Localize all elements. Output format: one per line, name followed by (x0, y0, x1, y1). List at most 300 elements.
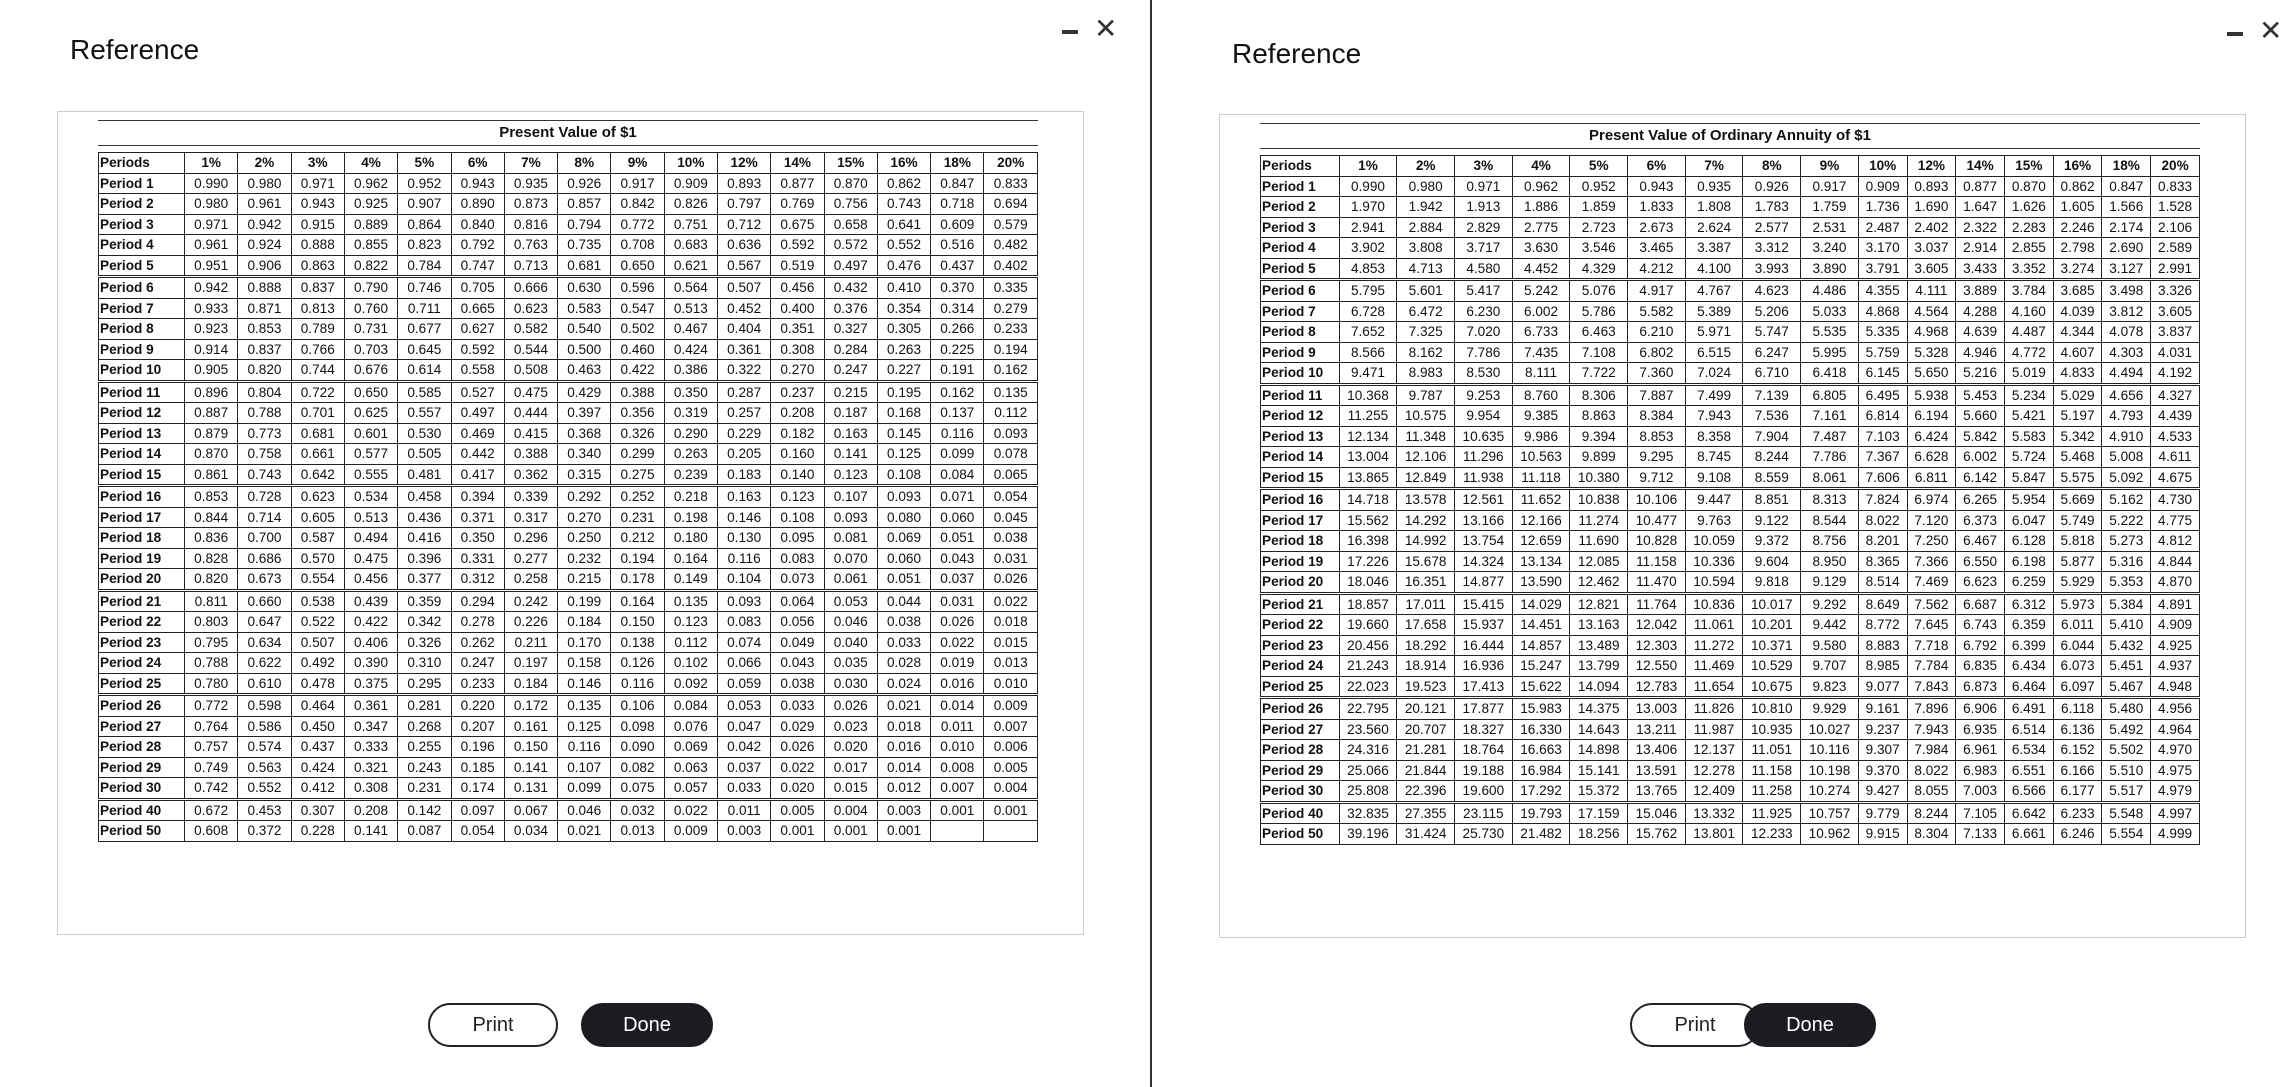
table-cell: 9.427 (1858, 781, 1907, 803)
table-cell: 9.954 (1455, 406, 1513, 427)
table-cell: 8.760 (1512, 384, 1570, 406)
table-cell: 5.973 (2053, 593, 2102, 615)
table-cell: 0.475 (504, 381, 557, 403)
table-caption: Present Value of $1 (98, 121, 1038, 146)
table-cell: 0.622 (238, 653, 291, 674)
table-cell: 0.056 (771, 612, 824, 633)
table-cell: 9.122 (1743, 510, 1801, 531)
table-cell: 13.003 (1628, 698, 1686, 720)
table-cell: 7.024 (1685, 363, 1743, 385)
table-cell: 0.243 (398, 757, 451, 778)
table-cell: 0.087 (398, 821, 451, 842)
table-cell: 18.256 (1570, 824, 1628, 845)
table-cell: 7.360 (1628, 363, 1686, 385)
table-cell: 0.183 (717, 464, 770, 486)
table-cell: 5.206 (1743, 301, 1801, 322)
present-value-table (98, 152, 1038, 842)
table-cell: 0.665 (451, 298, 504, 319)
table-cell: 2.914 (1956, 238, 2005, 259)
table-cell: 8.384 (1628, 406, 1686, 427)
table-cell: 0.811 (185, 590, 238, 612)
table-row (1261, 447, 2200, 468)
table-cell: 0.478 (291, 673, 344, 695)
table-cell: 0.482 (984, 235, 1038, 256)
table-cell: 0.263 (877, 339, 930, 360)
table-cell: 0.082 (611, 757, 664, 778)
table-cell: 2.798 (2053, 238, 2102, 259)
table-cell: 12.783 (1628, 676, 1686, 698)
column-header-rate: 20% (2151, 156, 2200, 177)
table-cell: 0.861 (185, 464, 238, 486)
table-cell: 0.792 (451, 235, 504, 256)
table-cell: 6.687 (1956, 593, 2005, 615)
table-cell: 7.786 (1455, 342, 1513, 363)
table-cell: 5.384 (2102, 593, 2151, 615)
table-cell: 0.180 (664, 528, 717, 549)
table-cell: 6.935 (1956, 719, 2005, 740)
table-cell: 0.453 (238, 799, 291, 821)
table-cell: 0.797 (717, 194, 770, 215)
table-cell: 5.554 (2102, 824, 2151, 845)
table-cell: 0.093 (984, 423, 1038, 444)
table-cell: 7.108 (1570, 342, 1628, 363)
table-cell: 0.925 (344, 194, 397, 215)
table-cell: 13.754 (1455, 531, 1513, 552)
table-cell: 0.763 (504, 235, 557, 256)
table-cell: 8.244 (1907, 802, 1956, 824)
table-cell: 7.020 (1455, 322, 1513, 343)
done-button[interactable]: Done (1744, 1003, 1876, 1047)
table-cell: 0.255 (398, 737, 451, 758)
table-cell: 5.092 (2102, 467, 2151, 489)
table-cell: 7.786 (1801, 447, 1859, 468)
table-cell: 0.067 (504, 799, 557, 821)
row-label: Period 40 (1261, 802, 1340, 824)
table-cell: 10.675 (1743, 676, 1801, 698)
table-cell: 0.844 (185, 507, 238, 528)
table-cell: 7.645 (1907, 615, 1956, 636)
table-cell: 3.465 (1628, 238, 1686, 259)
table-cell: 0.460 (611, 339, 664, 360)
table-cell: 0.574 (238, 737, 291, 758)
table-cell: 0.013 (611, 821, 664, 842)
minimize-icon[interactable] (1062, 14, 1078, 44)
table-cell: 0.239 (664, 464, 717, 486)
table-cell: 0.764 (185, 716, 238, 737)
table-cell: 0.016 (877, 737, 930, 758)
table-cell: 0.450 (291, 716, 344, 737)
table-cell: 3.784 (2004, 280, 2053, 302)
table-cell: 0.125 (558, 716, 611, 737)
table-cell: 14.718 (1339, 489, 1397, 511)
table-cell: 5.510 (2102, 760, 2151, 781)
table-cell: 0.862 (2053, 176, 2102, 197)
table-cell: 0.315 (558, 464, 611, 486)
table-cell: 0.287 (717, 381, 770, 403)
table-cell: 0.014 (931, 695, 984, 717)
table-cell: 0.266 (931, 319, 984, 340)
table-cell: 0.456 (771, 277, 824, 299)
table-cell: 9.899 (1570, 447, 1628, 468)
table-cell: 3.837 (2151, 322, 2200, 343)
table-cell: 0.215 (824, 381, 877, 403)
table-cell: 0.231 (398, 778, 451, 800)
table-cell: 13.801 (1685, 824, 1743, 845)
table-cell: 0.933 (185, 298, 238, 319)
table-cell: 0.647 (238, 612, 291, 633)
table-row (1261, 301, 2200, 322)
table-cell: 0.497 (451, 403, 504, 424)
table-cell: 16.984 (1512, 760, 1570, 781)
table-cell: 5.197 (2053, 406, 2102, 427)
table-row (1261, 760, 2200, 781)
table-cell: 8.055 (1907, 781, 1956, 803)
table-cell: 6.550 (1956, 551, 2005, 572)
print-button[interactable]: Print (428, 1003, 558, 1047)
table-cell: 0.971 (185, 214, 238, 235)
table-cell: 2.855 (2004, 238, 2053, 259)
table-cell: 9.580 (1801, 635, 1859, 656)
table-cell: 6.145 (1858, 363, 1907, 385)
table-cell: 11.051 (1743, 740, 1801, 761)
table-cell: 0.743 (877, 194, 930, 215)
table-row (99, 612, 1038, 633)
table-cell: 0.059 (717, 673, 770, 695)
table-frame (57, 111, 1084, 935)
table-cell: 9.823 (1801, 676, 1859, 698)
table-cell: 5.842 (1956, 426, 2005, 447)
row-label: Period 26 (99, 695, 185, 717)
table-cell: 0.015 (824, 778, 877, 800)
table-cell: 8.358 (1685, 426, 1743, 447)
row-label: Period 1 (99, 173, 185, 194)
table-cell: 3.890 (1801, 258, 1859, 280)
table-cell: 0.098 (611, 716, 664, 737)
table-cell: 0.722 (291, 381, 344, 403)
table-cell: 0.377 (398, 569, 451, 591)
table-cell: 8.772 (1858, 615, 1907, 636)
table-cell: 11.272 (1685, 635, 1743, 656)
table-cell: 6.194 (1907, 406, 1956, 427)
table-cell: 7.843 (1907, 676, 1956, 698)
row-label: Period 23 (99, 632, 185, 653)
table-cell: 2.589 (2151, 238, 2200, 259)
row-label: Period 27 (1261, 719, 1340, 740)
minimize-icon[interactable] (2227, 16, 2243, 46)
table-cell: 0.350 (664, 381, 717, 403)
table-cell: 15.415 (1455, 593, 1513, 615)
table-caption: Present Value of Ordinary Annuity of $1 (1260, 124, 2200, 149)
table-row (1261, 635, 2200, 656)
table-cell: 0.857 (558, 194, 611, 215)
table-cell: 10.336 (1685, 551, 1743, 572)
table-cell: 0.047 (717, 716, 770, 737)
table-cell: 0.009 (664, 821, 717, 842)
table-cell: 0.424 (291, 757, 344, 778)
table-cell: 17.877 (1455, 698, 1513, 720)
table-cell: 2.829 (1455, 217, 1513, 238)
table-cell: 4.031 (2151, 342, 2200, 363)
table-cell: 0.290 (664, 423, 717, 444)
table-cell: 18.327 (1455, 719, 1513, 740)
row-label: Period 25 (1261, 676, 1340, 698)
table-cell: 0.552 (238, 778, 291, 800)
table-cell: 8.061 (1801, 467, 1859, 489)
table-cell: 6.424 (1907, 426, 1956, 447)
row-label: Period 15 (99, 464, 185, 486)
column-header-periods: Periods (1261, 156, 1340, 177)
table-cell: 10.757 (1801, 802, 1859, 824)
table-cell: 6.210 (1628, 322, 1686, 343)
table-cell: 0.354 (877, 298, 930, 319)
table-cell: 9.370 (1858, 760, 1907, 781)
table-cell: 10.962 (1801, 824, 1859, 845)
table-cell: 5.453 (1956, 384, 2005, 406)
table-cell: 7.984 (1907, 740, 1956, 761)
table-cell: 4.853 (1339, 258, 1397, 280)
table-cell: 0.035 (824, 653, 877, 674)
table-row (1261, 258, 2200, 280)
table-cell: 0.130 (717, 528, 770, 549)
table-cell: 0.071 (931, 486, 984, 508)
table-cell: 3.387 (1685, 238, 1743, 259)
row-label: Period 9 (1261, 342, 1340, 363)
table-cell: 0.083 (717, 612, 770, 633)
table-cell: 6.259 (2004, 572, 2053, 594)
table-cell: 5.234 (2004, 384, 2053, 406)
table-cell: 1.759 (1801, 197, 1859, 218)
table-cell: 0.527 (451, 381, 504, 403)
table-cell: 5.242 (1512, 280, 1570, 302)
table-cell: 0.125 (877, 444, 930, 465)
table-cell: 4.303 (2102, 342, 2151, 363)
table-cell: 0.538 (291, 590, 344, 612)
table-cell: 6.464 (2004, 676, 2053, 698)
table-cell: 0.942 (238, 214, 291, 235)
table-cell: 0.572 (824, 235, 877, 256)
table-cell: 4.975 (2151, 760, 2200, 781)
table-cell: 6.463 (1570, 322, 1628, 343)
table-cell: 27.355 (1397, 802, 1455, 824)
table-cell: 0.567 (717, 255, 770, 277)
table-cell: 3.433 (1956, 258, 2005, 280)
table-cell: 0.013 (984, 653, 1038, 674)
row-label: Period 1 (1261, 176, 1340, 197)
table-cell: 0.370 (931, 277, 984, 299)
table-cell: 5.410 (2102, 615, 2151, 636)
table-cell: 0.145 (877, 423, 930, 444)
table-cell: 0.847 (931, 173, 984, 194)
table-cell: 6.623 (1956, 572, 2005, 594)
table-cell: 9.604 (1743, 551, 1801, 572)
table-cell: 0.307 (291, 799, 344, 821)
table-cell: 0.747 (451, 255, 504, 277)
table-cell: 0.046 (824, 612, 877, 633)
table-cell: 4.656 (2102, 384, 2151, 406)
table-cell: 7.325 (1397, 322, 1455, 343)
table-cell: 0.215 (558, 569, 611, 591)
table-cell: 13.591 (1628, 760, 1686, 781)
table-cell: 3.685 (2053, 280, 2102, 302)
table-cell: 8.306 (1570, 384, 1628, 406)
table-cell: 0.262 (451, 632, 504, 653)
table-cell: 0.742 (185, 778, 238, 800)
table-cell: 6.142 (1956, 467, 2005, 489)
table-cell: 3.993 (1743, 258, 1801, 280)
table-cell: 0.952 (398, 173, 451, 194)
table-cell: 0.863 (291, 255, 344, 277)
table-cell: 14.292 (1397, 510, 1455, 531)
table-cell: 0.042 (717, 737, 770, 758)
table-cell: 13.211 (1628, 719, 1686, 740)
table-cell: 9.253 (1455, 384, 1513, 406)
table-cell: 0.375 (344, 673, 397, 695)
table-cell: 0.053 (717, 695, 770, 717)
table-row (99, 653, 1038, 674)
table-cell: 9.986 (1512, 426, 1570, 447)
table-cell: 8.201 (1858, 531, 1907, 552)
table-cell: 4.956 (2151, 698, 2200, 720)
table-cell: 5.575 (2053, 467, 2102, 489)
table-cell: 4.937 (2151, 656, 2200, 677)
table-cell: 4.844 (2151, 551, 2200, 572)
table-cell: 0.199 (558, 590, 611, 612)
table-cell: 0.005 (771, 799, 824, 821)
done-button[interactable]: Done (581, 1003, 713, 1047)
table-cell: 0.104 (717, 569, 770, 591)
table-cell: 0.816 (504, 214, 557, 235)
table-cell: 5.342 (2053, 426, 2102, 447)
close-icon[interactable]: ✕ (2259, 14, 2283, 47)
table-cell: 0.187 (824, 403, 877, 424)
table-cell: 0.054 (451, 821, 504, 842)
table-cell: 0.749 (185, 757, 238, 778)
table-cell: 3.902 (1339, 238, 1397, 259)
table-cell (931, 821, 984, 842)
row-label: Period 12 (99, 403, 185, 424)
table-cell: 5.995 (1801, 342, 1859, 363)
table-cell: 0.208 (344, 799, 397, 821)
table-cell: 11.158 (1743, 760, 1801, 781)
table-cell: 8.544 (1801, 510, 1859, 531)
table-cell: 4.329 (1570, 258, 1628, 280)
table-row (99, 757, 1038, 778)
table-cell: 0.879 (185, 423, 238, 444)
table-cell: 0.008 (931, 757, 984, 778)
table-cell: 4.494 (2102, 363, 2151, 385)
table-cell: 15.762 (1628, 824, 1686, 845)
table-cell: 0.412 (291, 778, 344, 800)
table-cell: 0.275 (611, 464, 664, 486)
table-cell: 0.853 (185, 486, 238, 508)
table-cell: 3.605 (1907, 258, 1956, 280)
table-cell: 11.348 (1397, 426, 1455, 447)
table-cell: 0.735 (558, 235, 611, 256)
table-cell: 4.160 (2004, 301, 2053, 322)
table-cell: 0.135 (664, 590, 717, 612)
table-cell: 0.092 (664, 673, 717, 695)
close-icon[interactable]: ✕ (1094, 12, 1118, 45)
table-cell: 0.820 (185, 569, 238, 591)
table-cell: 11.258 (1743, 781, 1801, 803)
table-cell: 0.390 (344, 653, 397, 674)
table-cell: 7.606 (1858, 467, 1907, 489)
print-button[interactable]: Print (1630, 1003, 1760, 1047)
table-cell: 0.547 (611, 298, 664, 319)
table-cell: 5.008 (2102, 447, 2151, 468)
table-cell: 4.580 (1455, 258, 1513, 280)
table-cell: 0.681 (558, 255, 611, 277)
row-label: Period 15 (1261, 467, 1340, 489)
table-cell: 0.596 (611, 277, 664, 299)
table-cell: 0.168 (877, 403, 930, 424)
row-label: Period 22 (99, 612, 185, 633)
table-cell: 4.533 (2151, 426, 2200, 447)
table-cell: 0.513 (664, 298, 717, 319)
column-header-rate: 10% (664, 153, 717, 174)
table-cell: 5.480 (2102, 698, 2151, 720)
row-label: Period 12 (1261, 406, 1340, 427)
table-cell: 8.244 (1743, 447, 1801, 468)
table-cell: 0.046 (558, 799, 611, 821)
table-cell: 3.717 (1455, 238, 1513, 259)
table-cell: 0.227 (877, 360, 930, 382)
table-cell: 3.889 (1956, 280, 2005, 302)
table-cell: 2.487 (1858, 217, 1907, 238)
table-cell: 0.388 (504, 444, 557, 465)
table-cell: 0.746 (398, 277, 451, 299)
table-cell: 14.324 (1455, 551, 1513, 572)
table-cell: 5.492 (2102, 719, 2151, 740)
table-cell: 0.161 (504, 716, 557, 737)
table-cell: 0.076 (664, 716, 717, 737)
table-cell: 0.609 (931, 214, 984, 235)
table-cell: 0.906 (238, 255, 291, 277)
table-cell: 0.586 (238, 716, 291, 737)
table-cell: 12.409 (1685, 781, 1743, 803)
table-row (1261, 510, 2200, 531)
table-cell: 6.011 (2053, 615, 2102, 636)
table-cell: 0.507 (291, 632, 344, 653)
table-cell: 0.142 (398, 799, 451, 821)
table-cell: 12.134 (1339, 426, 1397, 447)
table-cell: 0.207 (451, 716, 504, 737)
table-cell: 6.128 (2004, 531, 2053, 552)
table-cell: 0.837 (238, 339, 291, 360)
row-label: Period 8 (1261, 322, 1340, 343)
table-cell: 0.917 (611, 173, 664, 194)
table-cell: 14.029 (1512, 593, 1570, 615)
table-row (1261, 656, 2200, 677)
table-cell: 6.495 (1858, 384, 1907, 406)
table-cell: 0.010 (984, 673, 1038, 695)
table-cell: 0.660 (238, 590, 291, 612)
table-cell: 0.627 (451, 319, 504, 340)
table-cell: 7.887 (1628, 384, 1686, 406)
table-cell: 0.820 (238, 360, 291, 382)
row-label: Period 30 (99, 778, 185, 800)
table-cell: 6.230 (1455, 301, 1513, 322)
table-cell: 5.749 (2053, 510, 2102, 531)
table-cell: 0.990 (1339, 176, 1397, 197)
table-cell: 3.127 (2102, 258, 2151, 280)
table-cell: 5.432 (2102, 635, 2151, 656)
row-label: Period 9 (99, 339, 185, 360)
table-cell: 0.135 (984, 381, 1038, 403)
row-label: Period 18 (1261, 531, 1340, 552)
table-cell: 5.468 (2053, 447, 2102, 468)
table-cell: 6.642 (2004, 802, 2053, 824)
